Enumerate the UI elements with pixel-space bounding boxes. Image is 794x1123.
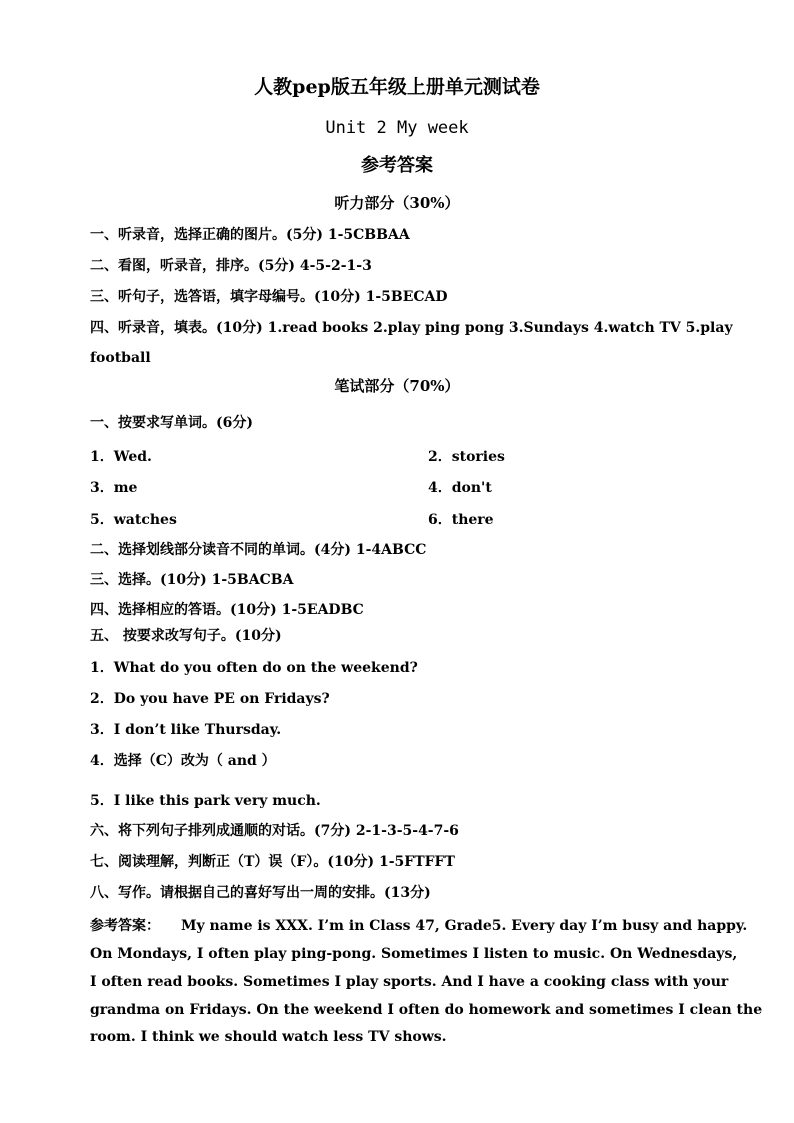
sample-line-2: On Mondays, I often play ping-pong. Sometimes I listen to music. On Wednesdays, — [90, 946, 738, 962]
listening-item-3: 三、听句子，选答语，填字母编号。(10分) 1-5BECAD — [90, 289, 448, 305]
word-answer-3: 3．me — [90, 480, 138, 496]
rewrite-sentence-2: 2．Do you have PE on Fridays? — [90, 691, 330, 707]
document-title: 人教pep版五年级上册单元测试卷 — [254, 76, 540, 98]
rewrite-sentence-1: 1．What do you often do on the weekend? — [90, 660, 418, 676]
word-answer-6: 6．there — [428, 512, 494, 528]
listening-item-4-continued: football — [90, 350, 151, 366]
sample-answer-label: 参考答案： — [90, 918, 160, 934]
word-answer-1: 1．Wed. — [90, 449, 152, 465]
writing-q4: 四、选择相应的答语。(10分) 1-5EADBC — [90, 602, 364, 618]
writing-q1-label: 一、按要求写单词。(6分) — [90, 415, 253, 431]
writing-q8: 八、写作。请根据自己的喜好写出一周的安排。(13分) — [90, 885, 431, 901]
listening-heading: 听力部分（30%） — [334, 194, 460, 212]
writing-q7: 七、阅读理解，判断正（T）误（F）。(10分) 1-5FTFFT — [90, 854, 455, 870]
writing-q3: 三、选择。(10分) 1-5BACBA — [90, 572, 294, 588]
sample-line-3: I often read books. Sometimes I play sports. And I have a cooking class with your — [90, 974, 729, 990]
writing-q2: 二、选择划线部分读音不同的单词。(4分) 1-4ABCC — [90, 542, 427, 558]
word-answer-5: 5．watches — [90, 512, 177, 528]
writing-q5-label: 五、 按要求改写句子。(10分) — [90, 628, 282, 644]
sample-line-5: room. I think we should watch less TV shows. — [90, 1029, 447, 1045]
word-answer-4: 4．don't — [428, 480, 492, 496]
sample-line-1: My name is XXX. I’m in Class 47, Grade5. Every day I’m busy and happy. — [181, 918, 748, 934]
writing-q6: 六、将下列句子排列成通顺的对话。(7分) 2-1-3-5-4-7-6 — [90, 823, 459, 839]
writing-heading: 笔试部分（70%） — [334, 377, 460, 395]
word-answer-2: 2．stories — [428, 449, 505, 465]
listening-item-1: 一、听录音，选择正确的图片。(5分) 1-5CBBAA — [90, 227, 410, 243]
rewrite-sentence-4: 4．选择（C）改为（ and ） — [90, 753, 276, 769]
listening-item-4: 四、听录音，填表。(10分) 1.read books 2.play ping pong 3.Sundays 4.watch TV 5.play — [90, 320, 733, 336]
rewrite-sentence-3: 3．I don’t like Thursday. — [90, 722, 282, 738]
answers-heading: 参考答案 — [361, 155, 433, 176]
listening-item-2: 二、看图，听录音，排序。(5分) 4-5-2-1-3 — [90, 258, 372, 274]
rewrite-sentence-5: 5．I like this park very much. — [90, 793, 321, 809]
unit-subtitle: Unit 2 My week — [325, 118, 469, 138]
sample-line-4: grandma on Fridays. On the weekend I often do homework and sometimes I clean the — [90, 1002, 763, 1018]
